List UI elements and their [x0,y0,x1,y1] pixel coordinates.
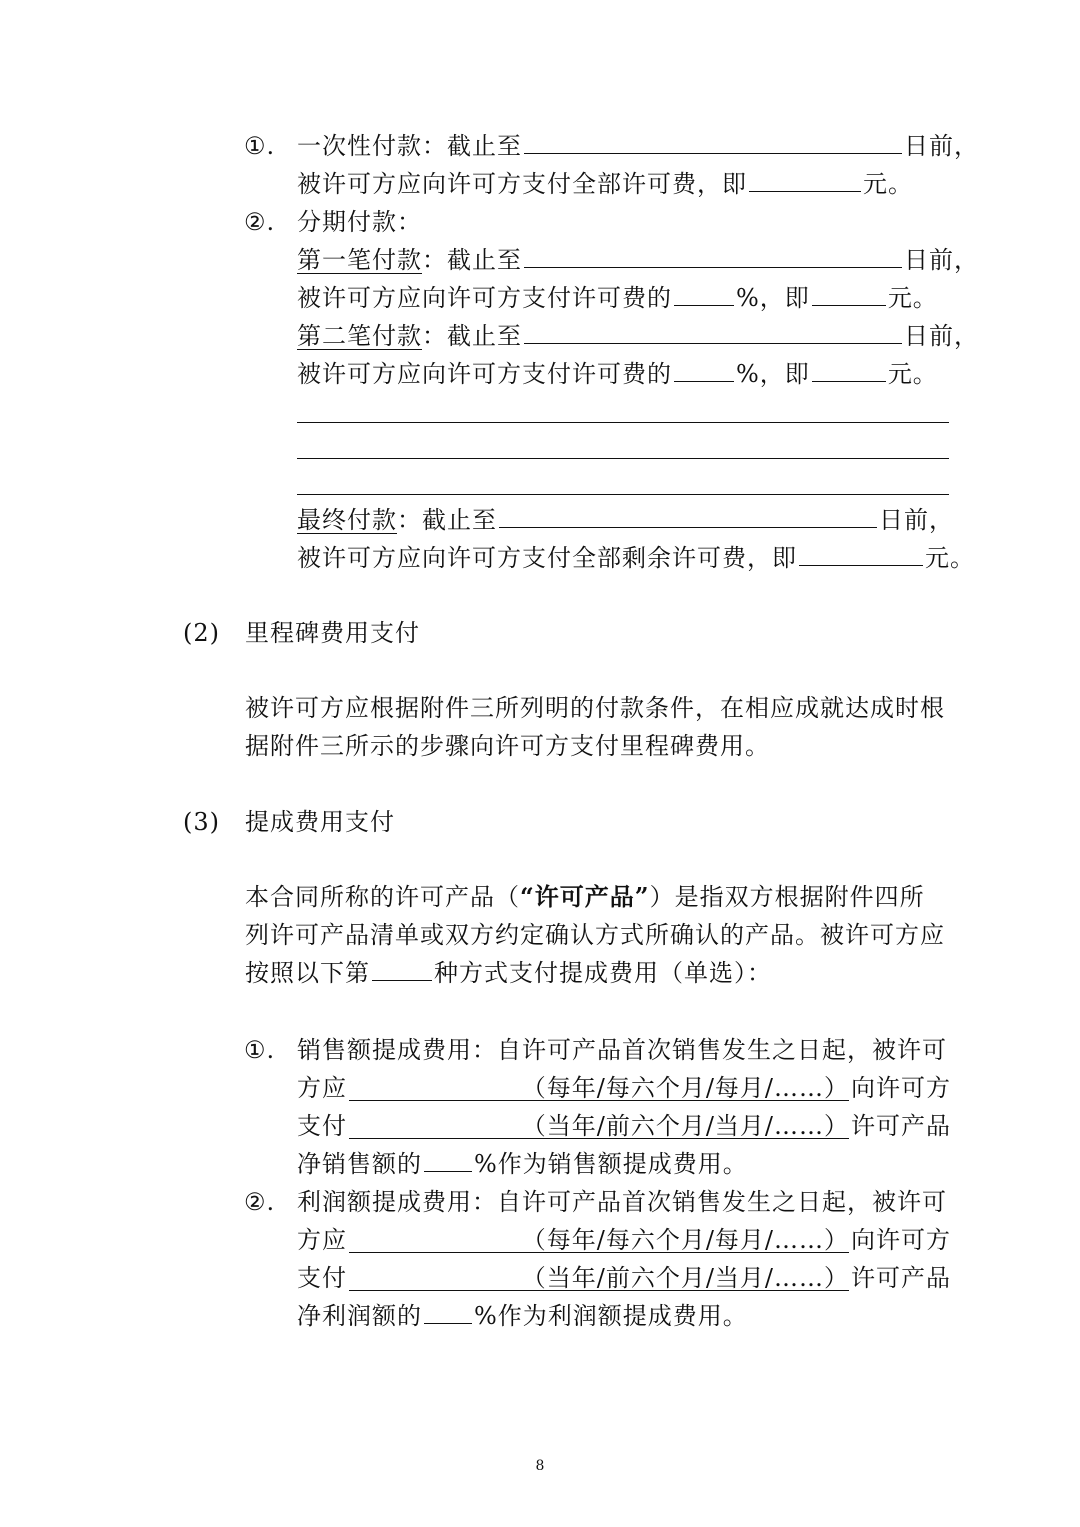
sales-royalty-frequency-blank [349,1074,849,1101]
first-payment-line-1 [297,242,979,278]
first-payment-line-2 [297,280,938,316]
final-payment-date-suffix: 日前， [879,506,954,534]
second-payment-date-suffix: 日前， [904,322,979,350]
section-3-paragraph-line-3 [245,955,772,991]
profit-royalty-to-licensor: 向许可方 [851,1226,951,1254]
installment-title: 分期付款： [297,208,422,236]
second-payment-line-2 [297,356,938,392]
first-payment-date-suffix: 日前， [904,246,979,274]
sales-royalty-product: 许可产品 [851,1112,951,1140]
first-payment-text: 被许可方应向许可方支付许可费的 [297,284,672,312]
second-payment-amount-blank [812,359,886,382]
profit-royalty-period-blank [349,1264,849,1291]
second-payment-percent-blank [674,359,734,382]
final-payment-unit: 元。 [925,544,975,572]
final-payment-text: 被许可方应向许可方支付全部剩余许可费，即 [297,544,797,572]
section-3-title: 提成费用支付 [245,808,395,836]
lump-sum-date-suffix: 日前， [904,132,979,160]
section-2-title: 里程碑费用支付 [245,619,420,647]
profit-royalty-line-2 [297,1222,951,1258]
second-payment-line-1 [297,318,979,354]
first-payment-label: 第一笔付款 [297,246,422,274]
sales-royalty-to-licensor: 向许可方 [851,1074,951,1102]
option-2-number: ②. [244,1188,276,1216]
lump-sum-label: 一次性付款：截止至 [297,132,522,160]
sales-royalty-period-options: （当年/前六个月/当月/……） [521,1112,849,1140]
profit-royalty-period-options: （当年/前六个月/当月/……） [521,1264,849,1292]
sales-royalty-line-3 [297,1108,951,1144]
profit-royalty-should: 方应 [297,1226,347,1254]
final-payment-date-blank [499,505,877,528]
first-payment-date-blank [524,245,902,268]
final-payment-label: 最终付款 [297,506,397,534]
sales-royalty-line-2 [297,1070,951,1106]
second-payment-label: 第二笔付款 [297,322,422,350]
profit-royalty-percent-blank [424,1301,472,1324]
profit-royalty-pay: 支付 [297,1264,347,1292]
lump-sum-date-blank [524,131,902,154]
section-2-number: (2) [183,619,220,647]
sales-royalty-suffix: %作为销售额提成费用。 [474,1150,748,1178]
profit-royalty-line-1: 利润额提成费用：自许可产品首次销售发生之日起，被许可 [297,1188,947,1216]
sales-royalty-line-1: 销售额提成费用：自许可产品首次销售发生之日起，被许可 [297,1036,947,1064]
extra-payment-blank-line-3 [297,494,949,495]
licensed-product-term: “许可产品” [520,882,650,911]
extra-payment-blank-line-1 [297,422,949,423]
lump-sum-text: 被许可方应向许可方支付全部许可费，即 [297,170,747,198]
sales-royalty-period-blank [349,1112,849,1139]
final-payment-amount-blank [799,543,923,566]
section-3-paragraph-line-1 [245,879,925,915]
profit-royalty-line-4 [297,1298,748,1334]
final-payment-line-2 [297,540,975,576]
method-prefix: 按照以下第 [245,959,370,987]
second-payment-percent: %，即 [736,360,810,388]
second-payment-deadline: ：截止至 [422,322,522,350]
profit-royalty-frequency-blank [349,1226,849,1253]
final-payment-line-1 [297,502,954,538]
method-number-blank [372,958,432,981]
final-payment-deadline: ：截止至 [397,506,497,534]
section-3-number: (3) [183,808,220,836]
section-2-paragraph-line-1: 被许可方应根据附件三所列明的付款条件，在相应成就达成时根 [245,694,945,722]
sales-royalty-percent-blank [424,1149,472,1172]
profit-royalty-line-3 [297,1260,951,1296]
section-2-paragraph-line-2: 据附件三所示的步骤向许可方支付里程碑费用。 [245,732,770,760]
net-profit-label: 净利润额的 [297,1302,422,1330]
sales-royalty-line-4 [297,1146,748,1182]
profit-royalty-product: 许可产品 [851,1264,951,1292]
lump-sum-unit: 元。 [863,170,913,198]
section-3-paragraph-line-2: 列许可产品清单或双方约定确认方式所确认的产品。被许可方应 [245,921,945,949]
page-number: 8 [535,1458,545,1474]
first-payment-deadline: ：截止至 [422,246,522,274]
lump-sum-line-2 [297,166,913,202]
sales-royalty-should: 方应 [297,1074,347,1102]
sales-royalty-frequency-options: （每年/每六个月/每月/……） [521,1074,849,1102]
extra-payment-blank-line-2 [297,458,949,459]
definition-prefix: 本合同所称的许可产品（ [245,883,520,911]
first-payment-amount-blank [812,283,886,306]
profit-royalty-suffix: %作为利润额提成费用。 [474,1302,748,1330]
lump-sum-amount-blank [749,169,861,192]
item-1-number: ①. [244,132,276,160]
option-1-number: ①. [244,1036,276,1064]
first-payment-percent-blank [674,283,734,306]
sales-royalty-pay: 支付 [297,1112,347,1140]
lump-sum-line-1 [297,128,979,164]
net-sales-label: 净销售额的 [297,1150,422,1178]
method-suffix: 种方式支付提成费用（单选）： [434,959,772,987]
second-payment-date-blank [524,321,902,344]
second-payment-unit: 元。 [887,360,938,388]
second-payment-text: 被许可方应向许可方支付许可费的 [297,360,672,388]
definition-suffix: ）是指双方根据附件四所 [649,883,925,911]
item-2-number: ②. [244,208,276,236]
first-payment-unit: 元。 [887,284,938,312]
profit-royalty-frequency-options: （每年/每六个月/每月/……） [521,1226,849,1254]
first-payment-percent: %，即 [736,284,810,312]
